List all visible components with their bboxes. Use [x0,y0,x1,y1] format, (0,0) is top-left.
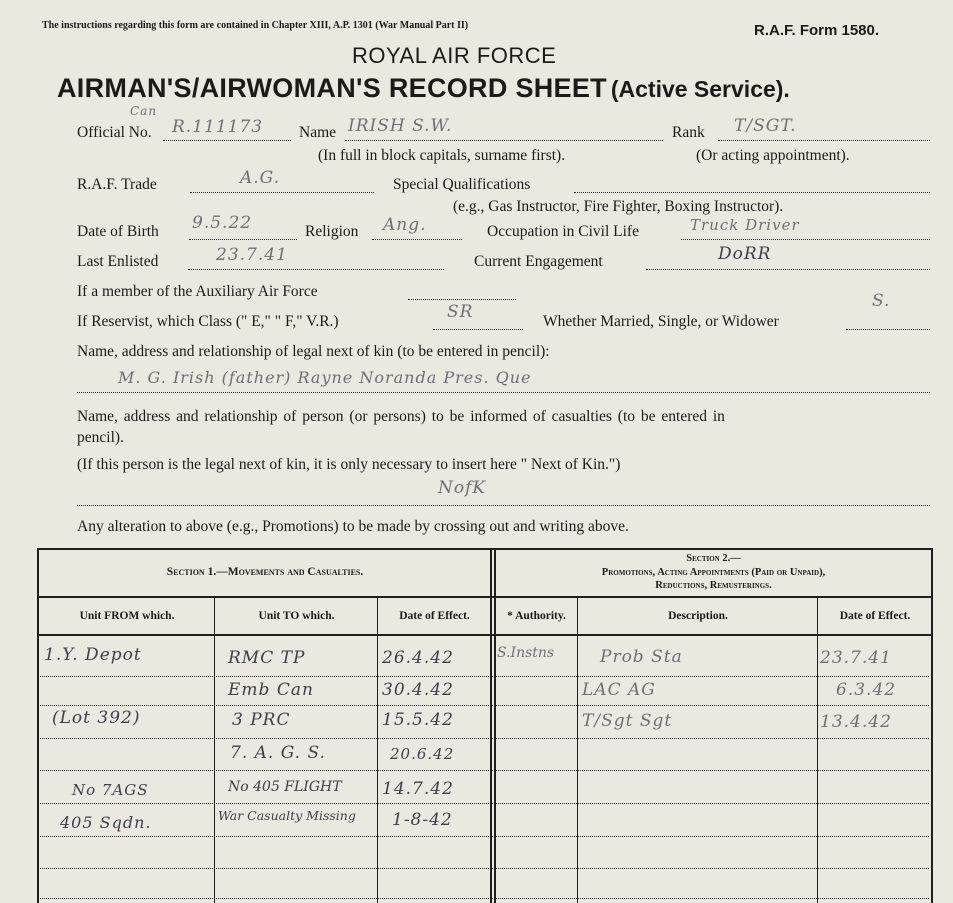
col-header-unit-to: Unit TO which. [258,610,335,622]
casualty-note: (If this person is the legal next of kin, it is only necessary to insert here " Next of Kin.") [77,456,621,473]
table-left-rule [37,550,39,903]
casualty-label-1: Name, address and relationship of person (or persons) to be informed of casualties (to be entered in [77,408,725,425]
s1-r5-from: No 7AGS [72,781,149,799]
reservist-dots [433,329,523,330]
s1-r4-date: 20.6.42 [390,745,455,763]
s1-r3-date: 15.5.42 [382,710,454,730]
casualty-label-2: pencil). [77,429,124,446]
col-header-description: Description. [668,610,728,622]
trade-value: A.G. [240,168,281,188]
s1-r6-from: 405 Sqdn. [60,813,152,832]
alteration-note: Any alteration to above (e.g., Promotions) to be made by crossing out and writing above. [77,518,629,535]
dob-value: 9.5.22 [192,213,253,233]
occupation-value: Truck Driver [690,216,800,234]
dob-label: Date of Birth [77,223,159,240]
trade-dots [190,192,374,193]
section1-title: Section 1.—Movements and Casualties. [166,566,364,578]
s1-r1-date: 26.4.42 [382,648,454,668]
row-line [40,738,929,739]
official-no-dots [163,140,291,141]
engagement-label: Current Engagement [474,253,603,270]
s1-r2-date: 30.4.42 [382,680,454,700]
col-header-date-1: Date of Effect. [399,610,470,622]
section2-title-3: Reductions, Remusterings. [655,580,772,591]
form-number: R.A.F. Form 1580. [754,22,880,39]
name-note: (In full in block capitals, surname first). [318,147,566,164]
col-header-date-2: Date of Effect. [839,610,911,622]
col-rule-3 [577,596,578,903]
table-right-rule [931,550,933,903]
religion-value: Ang. [383,215,427,235]
row-line [40,770,929,771]
next-of-kin-value: M. G. Irish (father) Rayne Noranda Pres. Que [118,368,532,387]
special-qual-note: (e.g., Gas Instructor, Fire Fighter, Boxing Instructor). [453,198,784,215]
section-divider-b [494,550,496,903]
col-rule-1 [214,596,215,903]
org-name: ROYAL AIR FORCE [352,43,557,68]
s2-r1-description: Prob Sta [600,647,683,667]
last-enlisted-dots [188,269,444,270]
marital-label: Whether Married, Single, or Widower [543,313,779,330]
s2-r1-authority: S.Instns [497,645,555,661]
trade-label: R.A.F. Trade [77,176,157,193]
s1-r5-to: No 405 FLIGHT [228,779,342,795]
rank-label: Rank [672,124,705,141]
special-qual-label: Special Qualifications [393,176,531,193]
name-dots [345,140,663,141]
name-label: Name [299,124,337,141]
instructions-note: The instructions regarding this form are contained in Chapter XIII, A.P. 1301 (War Manual Part II) [42,20,469,31]
reservist-value: SR [447,302,474,322]
s1-r1-to: RMC TP [228,648,306,668]
s2-r1-date: 23.7.41 [820,648,892,668]
marital-value: S. [872,291,891,311]
engagement-value: DoRR [718,244,772,264]
official-no-value: R.111173 [172,117,264,137]
reservist-label: If Reservist, which Class (" E," " F," V.R.) [77,313,339,330]
s1-r3-from: (Lot 392) [52,708,141,728]
table-top-rule [37,548,933,550]
auxiliary-label: If a member of the Auxiliary Air Force [77,283,318,300]
s1-r2-to: Emb Can [228,680,314,700]
marital-dots [846,329,930,330]
section-divider-a [490,550,492,903]
s2-r2-date: 6.3.42 [836,680,897,700]
col-rule-2 [377,596,378,903]
official-no-label: Official No. [77,124,152,141]
s1-r4-to: 7. A. G. S. [230,743,326,763]
engagement-dots [646,269,930,270]
casualty-dots [77,505,930,506]
row-line [40,803,929,804]
col-rule-4 [817,596,818,903]
special-qual-dots [574,192,930,193]
rank-value: T/SGT. [734,116,797,136]
column-header-rule [37,634,933,636]
casualty-value: NofK [438,478,487,498]
col-header-authority: * Authority. [507,610,566,622]
s1-r6-to: War Casualty Missing [218,808,356,823]
religion-dots [372,239,462,240]
occupation-label: Occupation in Civil Life [487,223,639,240]
s1-r3-to: 3 PRC [232,710,291,730]
row-line [40,836,929,837]
dob-dots [189,239,297,240]
name-value: IRISH S.W. [348,116,453,136]
last-enlisted-label: Last Enlisted [77,253,159,270]
title-suffix: (Active Service). [610,76,790,102]
section2-title-2: Promotions, Acting Appointments (Paid or Unpaid), [601,567,826,578]
official-no-prefix: Can [130,104,158,118]
s1-r5-date: 14.7.42 [382,779,454,799]
occupation-dots [681,239,930,240]
religion-label: Religion [305,223,359,240]
rank-dots [718,140,930,141]
row-line [40,868,929,869]
row-line [40,898,929,899]
col-header-unit-from: Unit FROM which. [79,610,175,622]
auxiliary-dots [408,299,516,300]
next-of-kin-label: Name, address and relationship of legal next of kin (to be entered in pencil): [77,343,550,360]
next-of-kin-dots [77,392,930,393]
s1-r1-from: 1.Y. Depot [44,645,142,665]
s2-r2-description: LAC AG [582,680,656,700]
s2-r3-description: T/Sgt Sgt [582,711,673,731]
section2-title-1: Section 2.— [686,553,741,564]
last-enlisted-value: 23.7.41 [216,245,288,265]
page-title [57,73,790,104]
s2-r3-date: 13.4.42 [820,712,892,732]
s1-r6-date: 1-8-42 [392,810,453,830]
section-header-rule [37,596,933,598]
rank-note: (Or acting appointment). [696,147,850,164]
row-line [40,676,929,677]
row-line [40,705,929,706]
title-main: AIRMAN'S/AIRWOMAN'S RECORD SHEET [57,73,607,103]
